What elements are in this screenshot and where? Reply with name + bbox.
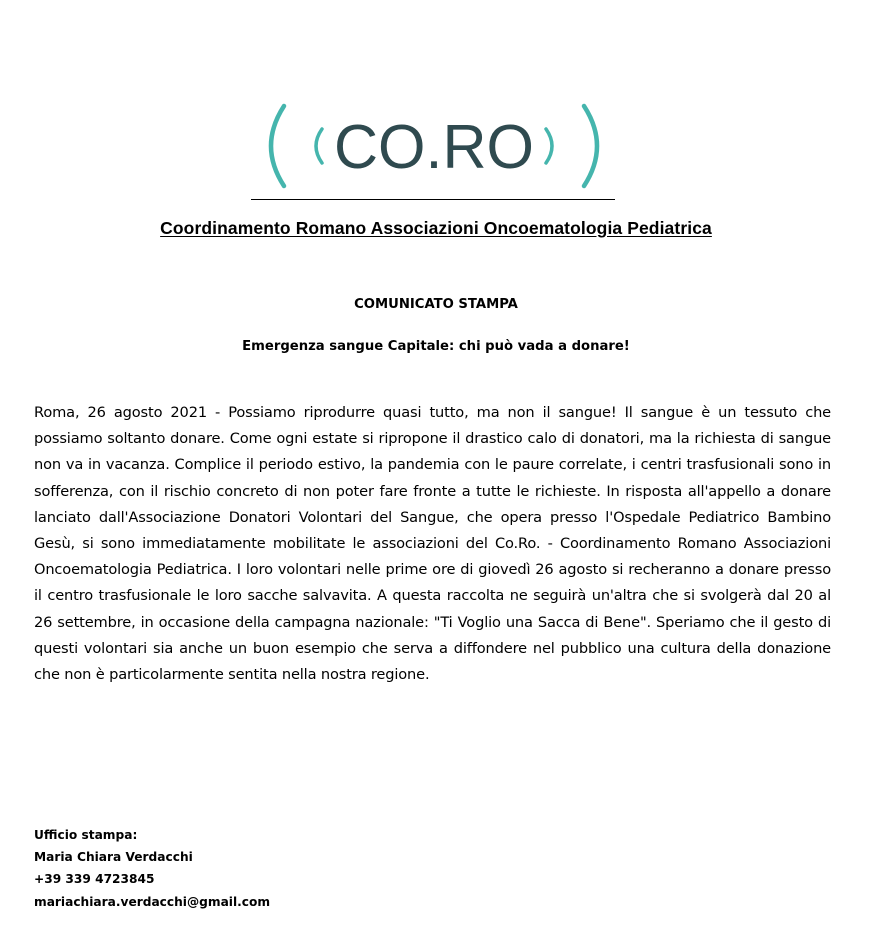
coro-logo-graphic (248, 102, 632, 192)
press-release-body: Roma, 26 agosto 2021 - Possiamo riprodurre quasi tutto, ma non il sangue! Il sangue è un tessuto che possiamo soltanto donare. Come ogni estate si ripropone il drastico calo di donatori, ma la richiesta di sangue non va in vacanza. Complice il periodo estivo, la pandemia con le paure correlate, i centri trasfusionali sono in sofferenza, con il rischio concreto di non poter fare fronte a tutte le richieste. In risposta all'appello a donare lanciato dall'Associazione Donatori Volontari del Sangue, che opera presso l'Ospedale Pediatrico Bambino Gesù, si sono immediatamente mobilitate le associazioni del Co.Ro. - Coordinamento Romano Associazioni Oncoematologia Pediatrica. I loro volontari nelle prime ore di giovedì 26 agosto si recheranno a donare presso il centro trasfusionale le loro sacche salvavita. A questa raccolta ne seguirà un'altra che si svolgerà dal 20 al 26 settembre, in occasione della campagna nazionale: "Ti Voglio una Sacca di Bene". Speriamo che il gesto di questi volontari sia anche un buon esempio che serva a diffondere nel pubblico una cultura della donazione che non è particolarmente sentita nella nostra regione. (34, 404, 831, 684)
logo-outer-left-bracket (271, 106, 284, 186)
logo-outer-right-bracket (584, 106, 597, 186)
press-office-contacts (34, 824, 270, 913)
header-divider (251, 199, 615, 200)
contact-phone: +39 339 4723845 (34, 872, 155, 887)
contact-name: Maria Chiara Verdacchi (34, 850, 193, 865)
document-label: COMUNICATO STAMPA (354, 297, 518, 312)
press-office-label: Ufficio stampa: (34, 828, 138, 842)
logo-inner-right-bracket (546, 129, 552, 163)
logo-text: CO.RO (334, 113, 534, 182)
contact-email: mariachiara.verdacchi@gmail.com (34, 894, 271, 909)
coro-logo (248, 102, 632, 192)
organization-name: Coordinamento Romano Associazioni Oncoematologia Pediatrica (160, 218, 712, 238)
logo-inner-left-bracket (316, 129, 322, 163)
press-release-headline: Emergenza sangue Capitale: chi può vada a donare! (242, 339, 630, 354)
